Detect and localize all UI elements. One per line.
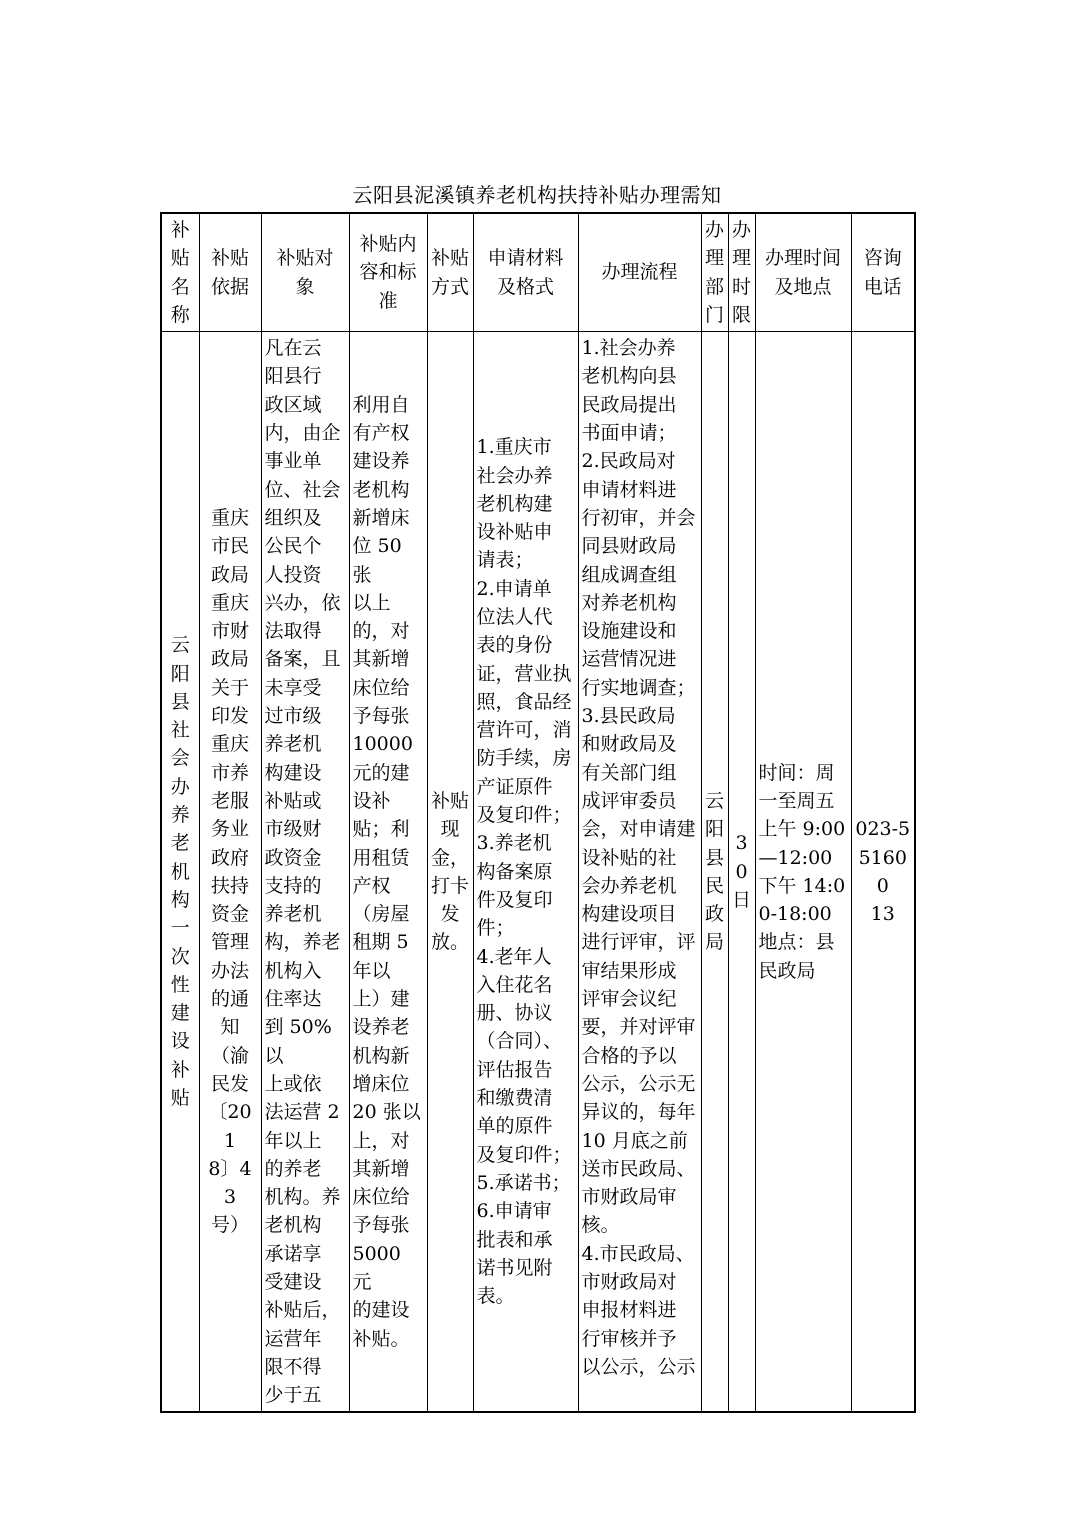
cell-application-materials: 1.重庆市 社会办养 老机构建 设补贴申 请表； 2.申请单 位法人代 表的身份 证，营业执 照，食品经 营许可，消 防手续，房 产证原件 及复印件； 3.养老机 构备案原 件及复印 件； 4.老年人 入住花名 册、协议 （合同）、 评估报告 和缴费清 单的原件 及复印件； 5.承诺书； 6.申请审 批表和承 诺书见附 表。: [473, 332, 578, 1413]
cell-subsidy-target: 凡在云 阳县行 政区域 内，由企 事业单 位、社会 组织及 公民个 人投资 兴办，依 法取得 备案，且 未享受 过市级 养老机 构建设 补贴或 市级财 政资金 支持的 养老机 构，养老 机构入 住率达 到 50%以 上或依 法运营 2 年以上 的养老 机构。养 老机构 承诺享 受建设 补贴后， 运营年 限不得 少于五: [261, 332, 349, 1413]
cell-department: 云 阳 县 民 政 局: [701, 332, 728, 1413]
header-time-place: 办理时间 及地点: [755, 213, 851, 332]
cell-subsidy-basis: 重庆 市民 政局 重庆 市财 政局 关于 印发 重庆 市养 老服 务业 政府 扶持 资金 管理 办法 的通 知（渝 民发 〔201 8〕43 号）: [199, 332, 261, 1413]
header-department: 办 理 部 门: [701, 213, 728, 332]
document-title: 云阳县泥溪镇养老机构扶持补贴办理需知: [352, 183, 722, 207]
subsidy-table: [160, 212, 916, 1413]
header-subsidy-method: 补贴 方式: [427, 213, 473, 332]
cell-time-place: 时间：周 一至周五 上午 9:00 —12:00 下午 14:0 0-18:00 地点：县 民政局: [755, 332, 851, 1413]
table-header-row: [161, 213, 915, 332]
header-application-materials: 申请材料 及格式: [473, 213, 578, 332]
cell-subsidy-content: 利用自 有产权 建设养 老机构 新增床 位 50 张 以上 的，对 其新增 床位给 予每张 10000 元的建 设补 贴；利 用租赁 产权 （房屋 租期 5 年以 上）建 设养老 机构新 增床位 20 张以 上，对 其新增 床位给 予每张 5000 元 的建设 补贴。: [349, 332, 427, 1413]
header-process: 办理流程: [578, 213, 701, 332]
header-phone: 咨询 电话: [851, 213, 915, 332]
header-subsidy-content: 补贴内 容和标 准: [349, 213, 427, 332]
cell-subsidy-name: 云 阳 县 社 会 办 养 老 机 构 一 次 性 建 设 补 贴: [161, 332, 199, 1413]
table-row: [161, 332, 915, 1413]
header-time-limit: 办 理 时 限: [728, 213, 755, 332]
header-subsidy-target: 补贴对 象: [261, 213, 349, 332]
cell-subsidy-method: 补贴 现 金， 打卡 发 放。: [427, 332, 473, 1413]
cell-time-limit: 30 日: [728, 332, 755, 1413]
cell-process: 1.社会办养 老机构向县 民政局提出 书面申请； 2.民政局对 申请材料进 行初审，并会 同县财政局 组成调查组 对养老机构 设施建设和 运营情况进 行实地调查； 3.县民政局 和财政局及 有关部门组 成评审委员 会，对申请建 设补贴的社 会办养老机 构建设项目 进行评审，评 审结果形成 评审会议纪 要，并对评审 合格的予以 公示，公示无 异议的，每年 10 月底之前 送市民政局、 市财政局审 核。 4.市民政局、 市财政局对 申报材料进 行审核并予 以公示，公示: [578, 332, 701, 1413]
header-subsidy-basis: 补贴 依据: [199, 213, 261, 332]
header-subsidy-name: 补 贴 名 称: [161, 213, 199, 332]
cell-phone: 023-5 51600 13: [851, 332, 915, 1413]
